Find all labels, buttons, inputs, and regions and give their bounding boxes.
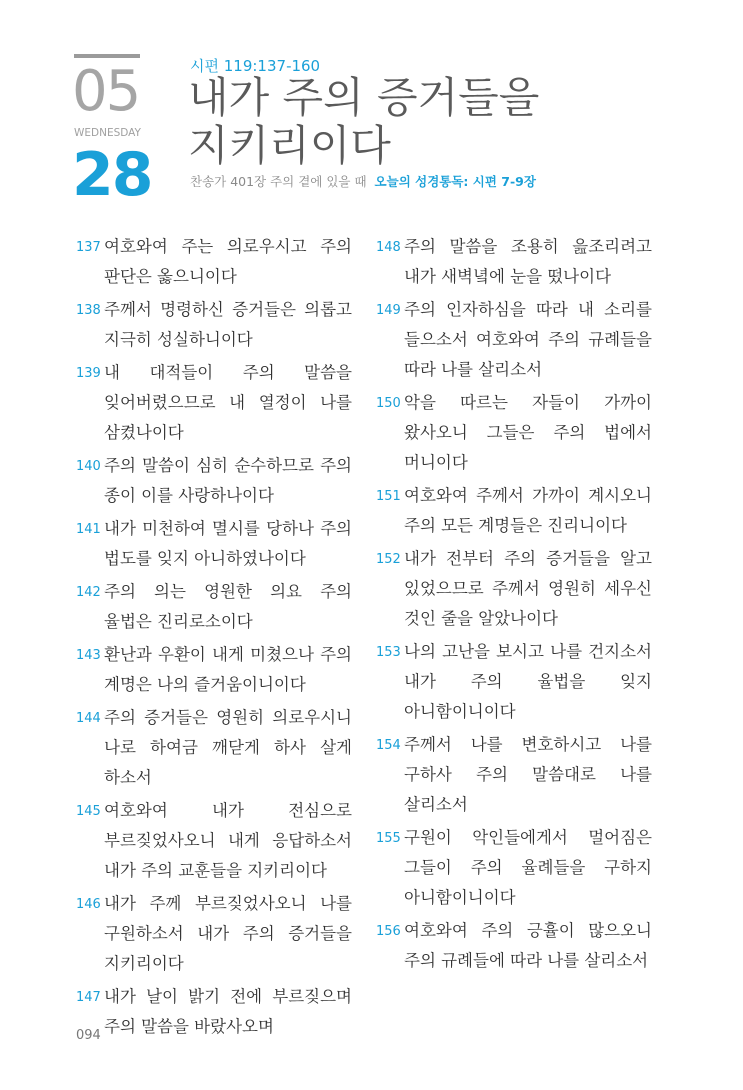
verse (76, 982, 352, 1042)
verse-number: 147 (76, 990, 101, 1005)
date-weekday: WEDNESDAY (74, 127, 141, 139)
verse-text: 주의 말씀을 조용히 읊조리려고 내가 새벽녘에 눈을 떴나이다 (404, 237, 652, 286)
verse-text: 주의 의는 영원한 의요 주의 율법은 진리로소이다 (104, 582, 352, 631)
verse-text: 구원이 악인들에게서 멀어짐은 그들이 주의 율례들을 구하지 아니함이니이다 (404, 828, 652, 907)
verse-number: 149 (376, 303, 401, 318)
verse-text: 여호와여 주는 의로우시고 주의 판단은 옳으니이다 (104, 237, 352, 286)
verse-number: 143 (76, 648, 101, 663)
verse-text: 내가 미천하여 멸시를 당하나 주의 법도를 잊지 아니하였나이다 (104, 519, 352, 568)
verse (76, 451, 352, 511)
verse (376, 232, 652, 292)
verse (76, 295, 352, 355)
verse (76, 232, 352, 292)
verse-number: 141 (76, 522, 101, 537)
verse-text: 환난과 우환이 내게 미쳤으나 주의 계명은 나의 즐거움이니이다 (104, 645, 352, 694)
reading-plan: 오늘의 성경통독: 시편 7-9장 (374, 174, 536, 189)
verse-text: 내가 전부터 주의 증거들을 알고 있었으므로 주께서 영원히 세우신 것인 줄을 알았나이다 (404, 549, 652, 628)
date-day: 28 (72, 140, 152, 210)
title-line-1: 내가 주의 증거들을 (188, 73, 540, 122)
verse (76, 577, 352, 637)
verse-number: 152 (376, 552, 401, 567)
verse-text: 주의 인자하심을 따라 내 소리를 들으소서 여호와여 주의 규례들을 따라 나를 살리소서 (404, 300, 652, 379)
verses-right-column (376, 232, 652, 979)
verse (376, 916, 652, 976)
verse-text: 여호와여 주의 긍휼이 많으오니 주의 규례들에 따라 나를 살리소서 (404, 921, 652, 970)
verse-number: 150 (376, 396, 401, 411)
verse (76, 358, 352, 448)
hymn-text: 찬송가 401장 주의 곁에 있을 때 (190, 174, 367, 189)
verse-text: 악을 따르는 자들이 가까이 왔사오니 그들은 주의 법에서 머니이다 (404, 393, 652, 472)
page-number: 094 (76, 1028, 101, 1043)
verse (376, 730, 652, 820)
verse (376, 823, 652, 913)
verse (76, 703, 352, 793)
verse-number: 155 (376, 831, 401, 846)
verse-number: 145 (76, 804, 101, 819)
verse-number: 144 (76, 711, 101, 726)
page-title (188, 74, 539, 170)
verse-text: 주께서 나를 변호하시고 나를 구하사 주의 말씀대로 나를 살리소서 (404, 735, 652, 814)
verse-text: 내가 날이 밝기 전에 부르짖으며 주의 말씀을 바랐사오며 (104, 987, 352, 1036)
verse-number: 140 (76, 459, 101, 474)
verse-text: 내가 주께 부르짖었사오니 나를 구원하소서 내가 주의 증거들을 지키리이다 (104, 894, 352, 973)
verse-number: 139 (76, 366, 101, 381)
verse (76, 889, 352, 979)
verse (376, 481, 652, 541)
verse-text: 주의 증거들은 영원히 의로우시니 나로 하여금 깨닫게 하사 살게 하소서 (104, 708, 352, 787)
verse (376, 544, 652, 634)
verse-number: 137 (76, 240, 101, 255)
verse-number: 156 (376, 924, 401, 939)
title-line-2: 지키리이다 (188, 121, 391, 170)
verse-text: 여호와여 주께서 가까이 계시오니 주의 모든 계명들은 진리니이다 (404, 486, 652, 535)
subtitle (190, 172, 536, 190)
verse-text: 주의 말씀이 심히 순수하므로 주의 종이 이를 사랑하나이다 (104, 456, 352, 505)
verse-number: 153 (376, 645, 401, 660)
verse-number: 154 (376, 738, 401, 753)
date-month: 05 (72, 59, 140, 124)
verse (376, 295, 652, 385)
verse-text: 여호와여 내가 전심으로 부르짖었사오니 내게 응답하소서 내가 주의 교훈들을 지키리이다 (104, 801, 352, 880)
verse (76, 640, 352, 700)
scripture-reference: 시편 119:137-160 (190, 57, 321, 75)
verse (376, 388, 652, 478)
verse (76, 514, 352, 574)
verse (376, 637, 652, 727)
verse-number: 151 (376, 489, 401, 504)
verse-number: 142 (76, 585, 101, 600)
verse-text: 내 대적들이 주의 말씀을 잊어버렸으므로 내 열정이 나를 삼켰나이다 (104, 363, 352, 442)
verse-text: 나의 고난을 보시고 나를 건지소서 내가 주의 율법을 잊지 아니함이니이다 (404, 642, 652, 721)
verse-text: 주께서 명령하신 증거들은 의롭고 지극히 성실하니이다 (104, 300, 352, 349)
header-rule (74, 54, 140, 58)
verse-number: 148 (376, 240, 401, 255)
verse-number: 146 (76, 897, 101, 912)
verse (76, 796, 352, 886)
verses-left-column (76, 232, 352, 1045)
verse-number: 138 (76, 303, 101, 318)
